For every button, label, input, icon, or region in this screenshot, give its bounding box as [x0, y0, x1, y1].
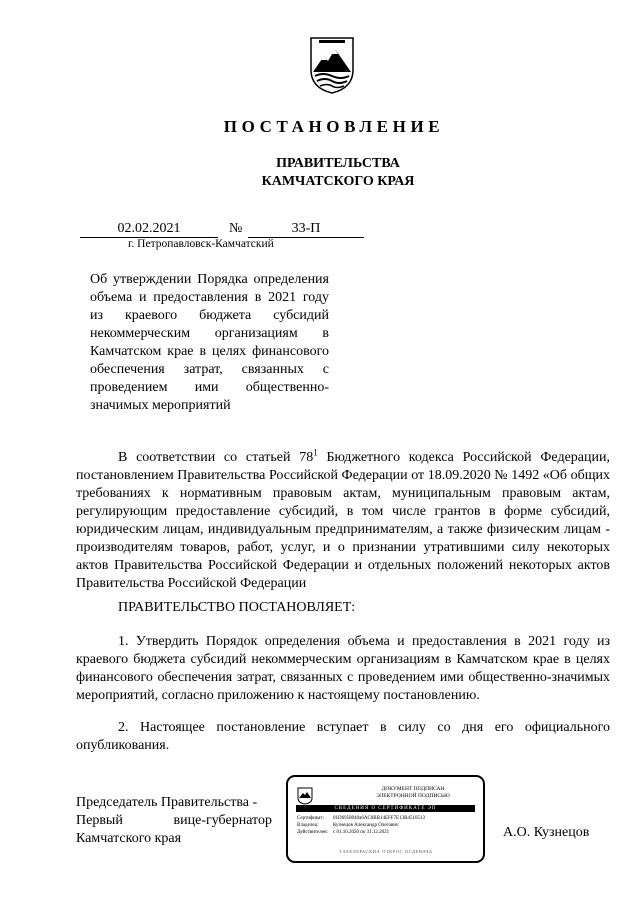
- emblem-small-icon: [297, 787, 313, 805]
- resolution-heading: ПРАВИТЕЛЬСТВО ПОСТАНОВЛЯЕТ:: [118, 600, 356, 615]
- signatory-title-line-2a: Первый: [76, 813, 123, 828]
- kamchatka-emblem-icon: [309, 36, 355, 94]
- stamp-header-line-1: ДОКУМЕНТ ПОДПИСАН: [381, 786, 445, 792]
- stamp-row: [297, 815, 477, 822]
- issuer: [0, 155, 640, 191]
- signatory-title-line-1: Председатель Правительства -: [76, 795, 258, 810]
- document-subject: Об утверждении Порядка определения объема и предоставления в 2021 году из краевого бюджета субсидий некоммерческим организациям в Камчатском крае в целях финансового обеспечения затрат, связанных с проведением ими общественно-значимых мероприятий: [90, 272, 329, 413]
- stamp-row-value: с 01.10.2020 по 31.12.2021: [333, 830, 390, 835]
- stamp-row: [297, 822, 477, 829]
- stamp-row-key: Действителен:: [297, 830, 328, 835]
- clause-1: 1. Утвердить Порядок определения объема и предоставления в 2021 году из краевого бюджета субсидий некоммерческим организациям в Камчатском крае в целях финансового обеспечения затрат, связанных с проведением ими общественно-значимых мероприятий, согласно приложению к настоящему постановлению.: [76, 634, 610, 703]
- signatory-name: А.О. Кузнецов: [503, 825, 590, 840]
- signatory-title-line-2b: вице-губернатор: [173, 813, 272, 828]
- preamble-paragraph: [76, 449, 610, 593]
- stamp-row: [297, 829, 477, 836]
- stamp-certificate-bar: СВЕДЕНИЯ О СЕРТИФИКАТЕ ЭП: [296, 805, 475, 812]
- issuer-line-2: КАМЧАТСКОГО КРАЯ: [261, 174, 415, 189]
- stamp-footer: ТАБЕЛЕРАСКИА ОТКРОС ОСДЕВАЧА: [339, 849, 433, 854]
- stamp-row-value: Кузнецов Александр Олегович: [333, 823, 399, 828]
- stamp-header: [348, 786, 478, 799]
- clause-2: 2. Настоящее постановление вступает в силу со дня его официального опубликования.: [76, 720, 610, 753]
- stamp-row-key: Владелец:: [297, 823, 319, 828]
- number-sign: №: [229, 221, 243, 236]
- stamp-row-key: Сертификат:: [297, 816, 324, 821]
- electronic-signature-stamp: [286, 775, 485, 863]
- document-number: 33-П: [248, 221, 364, 238]
- stamp-details: [297, 815, 477, 836]
- document-place: г. Петропавловск-Камчатский: [128, 238, 274, 250]
- document-type: ПОСТАНОВЛЕНИЕ: [223, 117, 445, 136]
- document-date: 02.02.2021: [80, 221, 218, 238]
- article-superscript: 1: [313, 447, 318, 458]
- preamble-text-b: Бюджетного кодекса Российской Федерации, постановлением Правительства Российской Федерации от 18.09.2020 № 1492 «Об общих требованиях к нормативным правовым актам, муниципальным правовым актам, регулирующим предоставление субсидий, в том числе грантов в форме субсидий, юридическим лицам, индивидуальным предпринимателям, а также физическим лицам - производителям товаров, работ, услуг, и о признании утратившими силу некоторых актов Правительства Российской Федерации и отдельных положений некоторых актов Правительства Российской Федерации: [76, 450, 610, 591]
- stamp-row-value: 01D6958040a6AC0BB14EFF7E13B4510513: [333, 816, 425, 821]
- preamble-text-a: В соответствии со статьей 78: [118, 450, 314, 465]
- signatory-title-line-3: Камчатского края: [76, 831, 182, 846]
- issuer-line-1: ПРАВИТЕЛЬСТВА: [276, 156, 400, 171]
- stamp-header-line-2: ЭЛЕКТРОННОЙ ПОДПИСЬЮ: [376, 792, 450, 799]
- signatory-title: [76, 794, 272, 848]
